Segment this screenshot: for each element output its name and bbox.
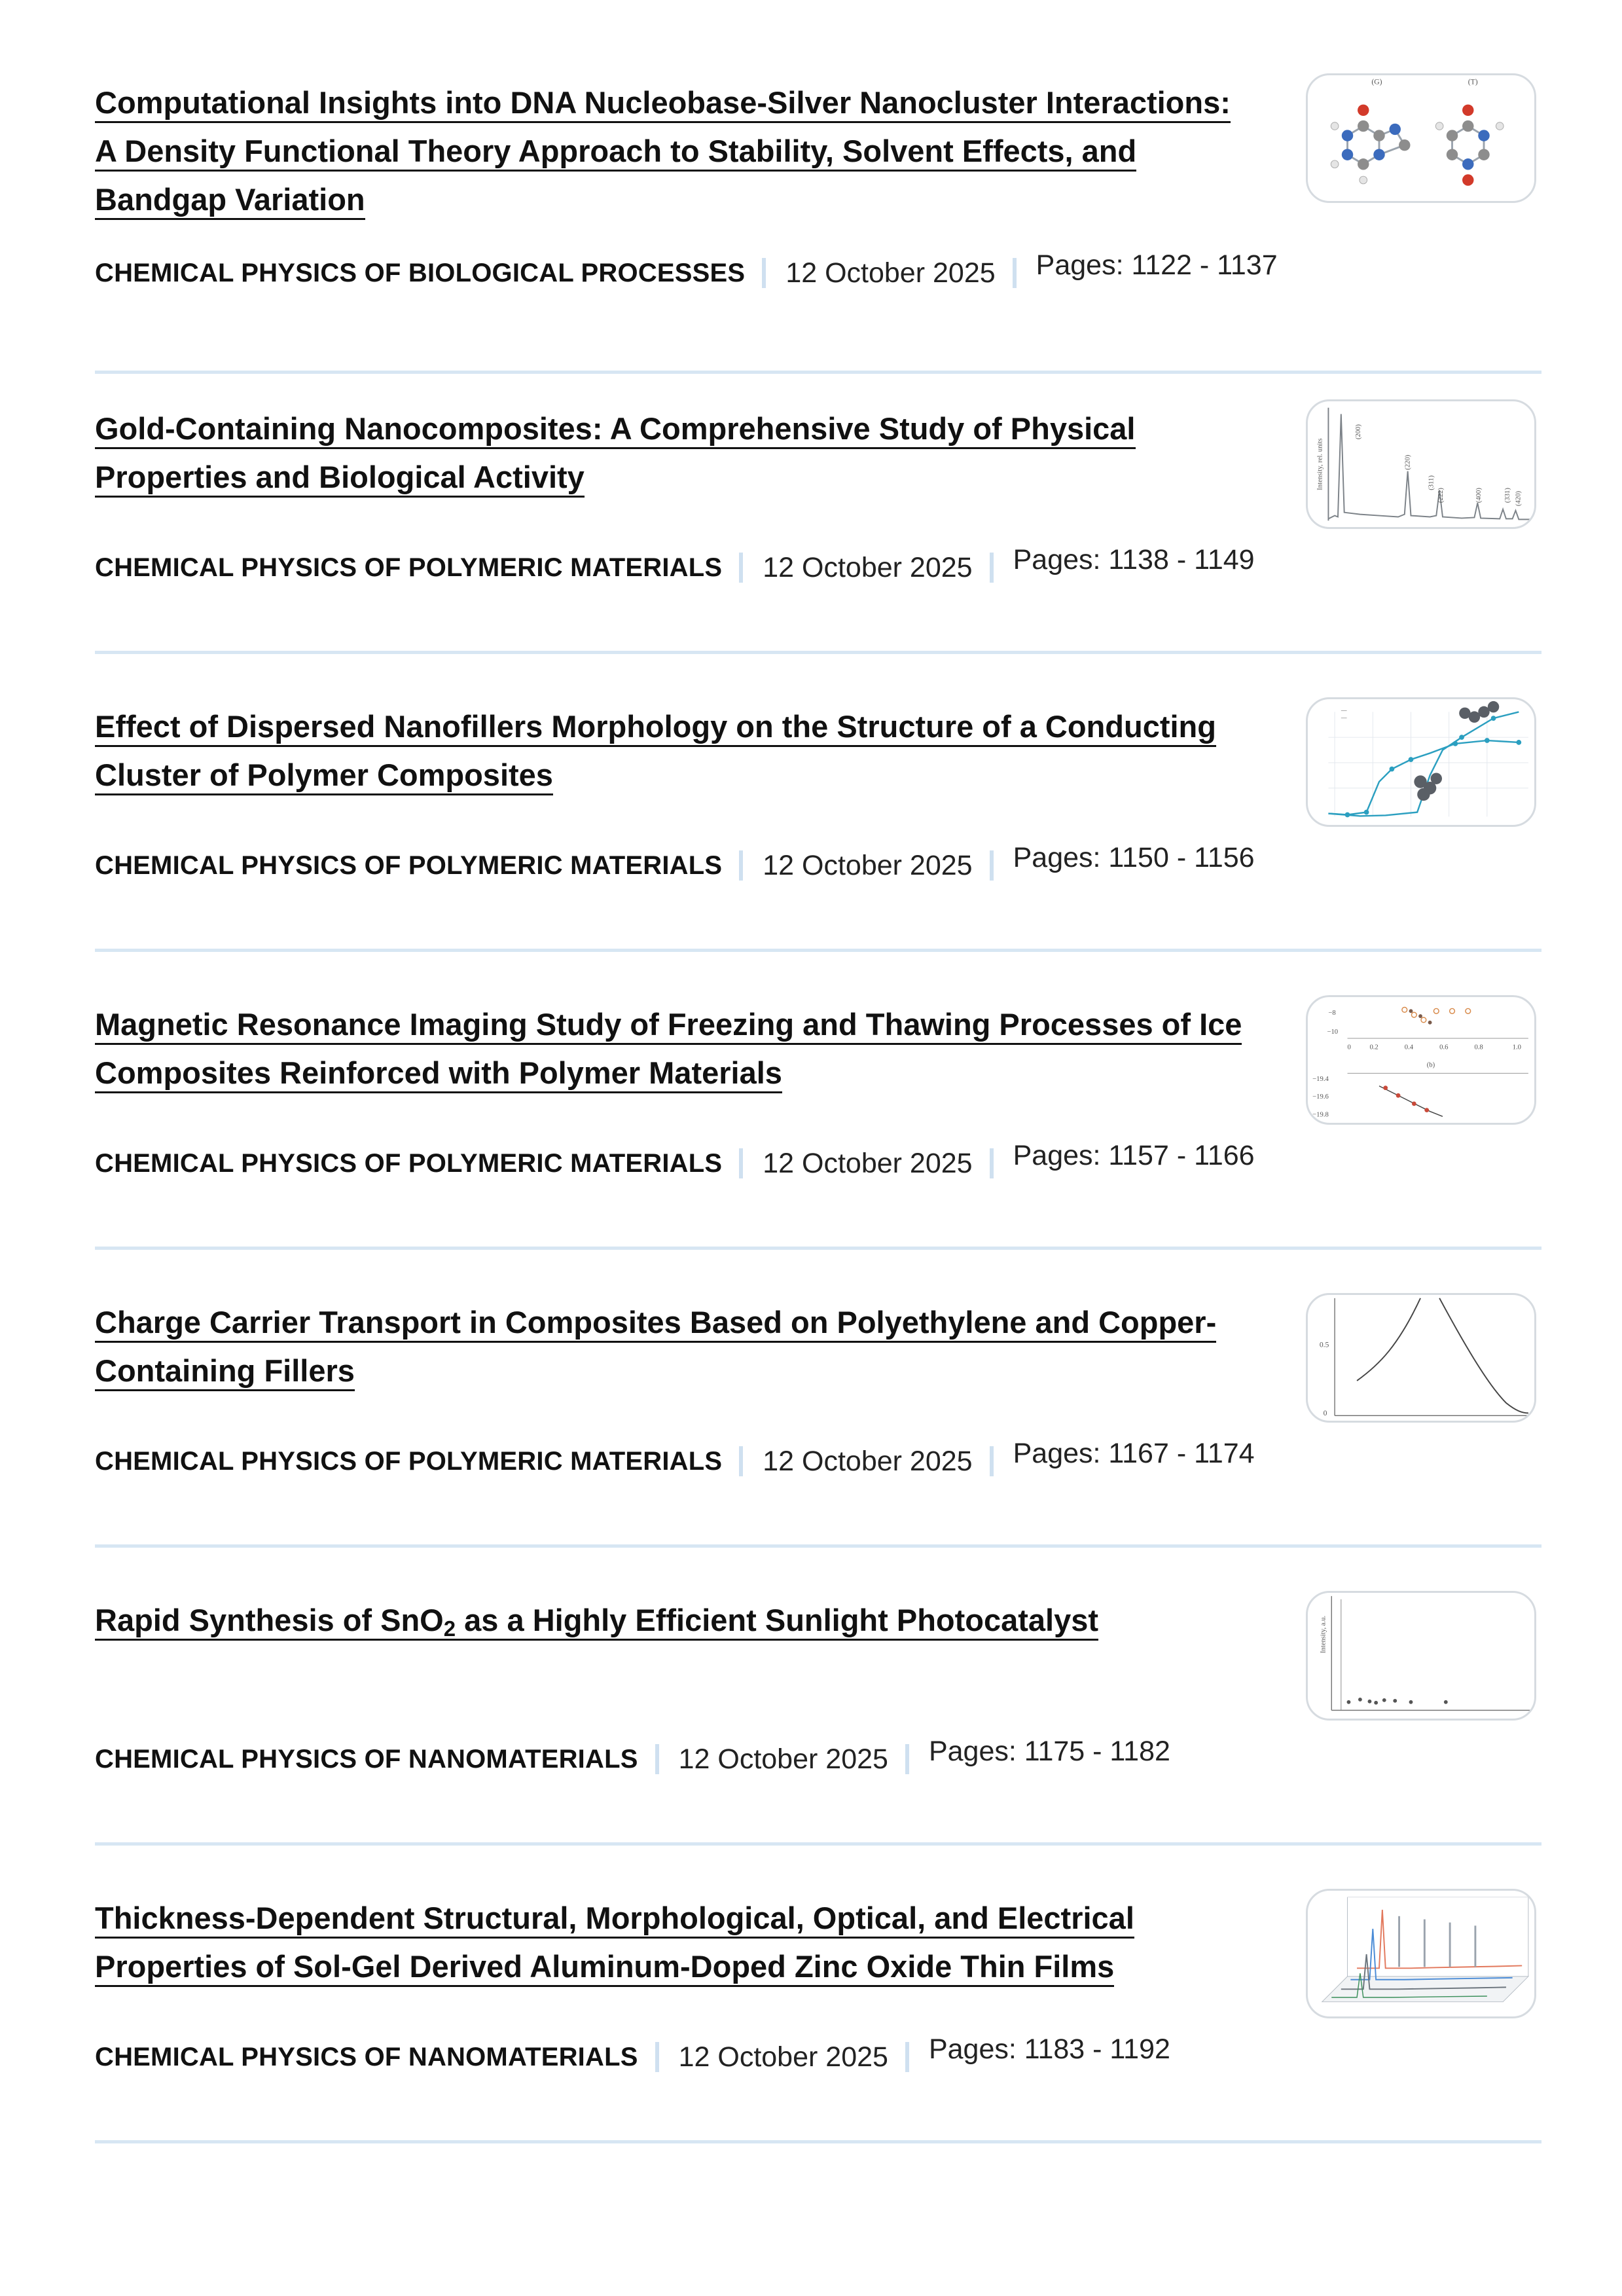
meta-separator <box>655 2042 659 2072</box>
article-meta <box>95 1139 1255 1180</box>
article-date: 12 October 2025 <box>763 1147 973 1179</box>
thumb-tick-label: 0.6 <box>1439 1044 1449 1051</box>
article-divider <box>95 1544 1541 1548</box>
article-title <box>95 1298 1247 1395</box>
article-date: 12 October 2025 <box>763 551 973 583</box>
article-pages: Pages: 1150 - 1156 <box>1013 841 1255 873</box>
article-item <box>95 1000 1541 1299</box>
article-date: 12 October 2025 <box>785 257 996 289</box>
article-title <box>95 1000 1247 1097</box>
meta-separator <box>990 1148 994 1178</box>
xrd-pattern-thumbnail-image <box>1308 401 1534 527</box>
article-title <box>95 79 1247 224</box>
article-pages: Pages: 1183 - 1192 <box>928 2033 1170 2065</box>
article-title-link[interactable]: Thickness-Dependent Structural, Morphological, Optical, and Electrical Properties of Sol-Gel Derived Aluminum-Doped Zinc Oxide Thin Films <box>95 1901 1134 1987</box>
thumb-panel-label: (b) <box>1426 1061 1435 1069</box>
article-title-link[interactable]: Gold-Containing Nanocomposites: A Comprehensive Study of Physical Properties and Biological Activity <box>95 411 1136 498</box>
article-pages: Pages: 1122 - 1137 <box>1036 249 1278 281</box>
article-pages: Pages: 1157 - 1166 <box>1013 1139 1255 1171</box>
article-meta <box>95 1437 1255 1478</box>
article-section-link[interactable]: CHEMICAL PHYSICS OF BIOLOGICAL PROCESSES <box>95 258 746 287</box>
percolation-thumbnail-image <box>1308 699 1534 825</box>
article-divider <box>95 651 1541 654</box>
meta-separator <box>905 1744 909 1774</box>
article-item <box>95 79 1541 377</box>
article-divider <box>95 1247 1541 1250</box>
article-pages: Pages: 1175 - 1182 <box>928 1735 1170 1767</box>
thumb-peak-label: (400) <box>1475 488 1483 503</box>
article-item <box>95 405 1541 703</box>
article-meta <box>95 841 1255 882</box>
article-thumbnail[interactable] <box>1306 697 1536 827</box>
article-title-link[interactable]: Effect of Dispersed Nanofillers Morphology on the Structure of a Conducting Cluster of Polymer Composites <box>95 709 1216 795</box>
meta-separator <box>739 553 743 583</box>
article-section-link[interactable]: CHEMICAL PHYSICS OF POLYMERIC MATERIALS <box>95 850 723 880</box>
article-meta <box>95 2033 1170 2073</box>
article-section-link[interactable]: CHEMICAL PHYSICS OF POLYMERIC MATERIALS <box>95 553 723 582</box>
meta-separator <box>739 1446 743 1476</box>
thumb-tick-label: −8 <box>1328 1010 1336 1017</box>
thumb-peak-label: (331) <box>1504 488 1511 503</box>
article-thumbnail[interactable] <box>1306 1889 1536 2018</box>
article-item <box>95 1894 1541 2193</box>
thumb-peak-label: (420) <box>1515 490 1523 506</box>
article-title-link[interactable]: Computational Insights into DNA Nucleobase-Silver Nanocluster Interactions: A Density Functional Theory Approach to Stability, Solvent Effects, and Bandgap Variation <box>95 85 1231 220</box>
thumb-tick-label: 0.5 <box>1319 1340 1329 1349</box>
meta-separator <box>1013 258 1017 288</box>
molecule-thumbnail-image <box>1308 75 1534 201</box>
arrhenius-plot-thumbnail-image <box>1308 997 1534 1123</box>
thumb-peak-label: (311) <box>1428 475 1435 490</box>
article-divider <box>95 1842 1541 1846</box>
meta-separator <box>739 850 743 881</box>
article-date: 12 October 2025 <box>763 1445 973 1477</box>
article-item <box>95 1596 1541 1895</box>
curve-thumbnail-image <box>1308 1295 1534 1421</box>
article-divider <box>95 371 1541 374</box>
article-pages: Pages: 1138 - 1149 <box>1013 543 1255 575</box>
article-thumbnail[interactable] <box>1306 1293 1536 1423</box>
article-title-link[interactable]: Charge Carrier Transport in Composites Based on Polyethylene and Copper-Containing Fillers <box>95 1305 1216 1391</box>
thumb-axis-label: Intensity, a.u. <box>1320 1615 1327 1654</box>
meta-separator <box>990 850 994 881</box>
article-thumbnail[interactable] <box>1306 399 1536 529</box>
meta-separator <box>905 2042 909 2072</box>
article-item <box>95 702 1541 1001</box>
article-meta <box>95 249 1278 289</box>
xrd-pattern-thumbnail-image <box>1308 1593 1534 1719</box>
article-thumbnail[interactable] <box>1306 73 1536 203</box>
article-meta <box>95 1735 1170 1776</box>
article-item <box>95 1298 1541 1597</box>
article-meta <box>95 543 1255 584</box>
article-divider <box>95 2140 1541 2143</box>
title-subscript: 2 <box>443 1616 456 1641</box>
article-section-link[interactable]: CHEMICAL PHYSICS OF NANOMATERIALS <box>95 2042 638 2071</box>
svg-text:—: — <box>1341 714 1347 721</box>
thumb-tick-label: 0.8 <box>1474 1044 1483 1051</box>
title-text: Rapid Synthesis of SnO <box>95 1603 444 1637</box>
thumb-tick-label: −19.8 <box>1312 1111 1329 1119</box>
article-title <box>95 1894 1247 1991</box>
meta-separator <box>990 553 994 583</box>
article-divider <box>95 949 1541 952</box>
article-section-link[interactable]: CHEMICAL PHYSICS OF POLYMERIC MATERIALS <box>95 1148 723 1178</box>
svg-text:—: — <box>1341 706 1347 714</box>
thumb-tick-label: 0.4 <box>1404 1044 1414 1051</box>
article-title-link[interactable] <box>95 1603 1098 1641</box>
thumb-tick-label: 0 <box>1323 1409 1327 1418</box>
thumb-peak-label: (220) <box>1404 454 1412 470</box>
article-title <box>95 702 1247 799</box>
thumb-peak-label: (200) <box>1354 424 1362 440</box>
thumb-peak-label: (222) <box>1437 488 1445 503</box>
article-title <box>95 1596 1247 1645</box>
thumb-label: (T) <box>1468 77 1478 86</box>
thumb-label: (G) <box>1371 77 1382 86</box>
thumb-axis-label: Intensity, rel. units <box>1316 438 1324 490</box>
thumb-tick-label: −19.4 <box>1312 1076 1329 1083</box>
thumb-tick-label: −19.6 <box>1312 1093 1329 1101</box>
article-date: 12 October 2025 <box>678 1743 888 1775</box>
thumb-tick-label: 0.2 <box>1369 1044 1379 1051</box>
thumb-tick-label: 1.0 <box>1512 1044 1521 1051</box>
xrd-3d-thumbnail-image <box>1308 1891 1534 2016</box>
thumb-tick-label: −10 <box>1327 1029 1339 1036</box>
title-text: as a Highly Efficient Sunlight Photocatalyst <box>456 1603 1099 1637</box>
article-title <box>95 405 1247 501</box>
meta-separator <box>739 1148 743 1178</box>
article-thumbnail[interactable] <box>1306 995 1536 1125</box>
article-thumbnail[interactable] <box>1306 1591 1536 1721</box>
thumb-tick-label: 0 <box>1347 1044 1351 1051</box>
meta-separator <box>655 1744 659 1774</box>
article-date: 12 October 2025 <box>763 849 973 881</box>
meta-separator <box>990 1446 994 1476</box>
article-section-link[interactable]: CHEMICAL PHYSICS OF POLYMERIC MATERIALS <box>95 1446 723 1476</box>
meta-separator <box>762 258 766 288</box>
article-pages: Pages: 1167 - 1174 <box>1013 1437 1255 1469</box>
article-title-link[interactable]: Magnetic Resonance Imaging Study of Freezing and Thawing Processes of Ice Composites Reinforced with Polymer Materials <box>95 1007 1242 1093</box>
article-section-link[interactable]: CHEMICAL PHYSICS OF NANOMATERIALS <box>95 1744 638 1774</box>
article-date: 12 October 2025 <box>678 2041 888 2073</box>
